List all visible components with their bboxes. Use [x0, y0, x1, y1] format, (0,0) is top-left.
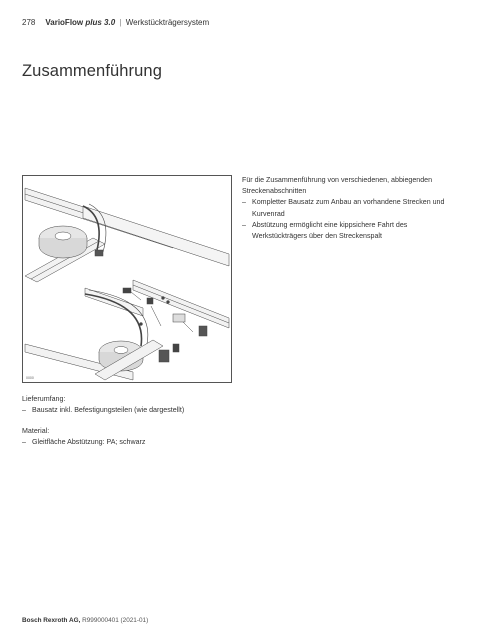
delivery-scope-list: [22, 405, 282, 416]
section-name: Werkstückträgersystem: [125, 18, 210, 27]
material-list: [22, 437, 282, 448]
page-title: Zusammenführung: [22, 62, 162, 80]
description-list: [242, 197, 460, 242]
material-section: [22, 426, 282, 448]
page-number: 278: [22, 18, 36, 27]
page-header: [22, 18, 209, 27]
header-separator: |: [119, 18, 122, 27]
description-text: [242, 175, 460, 242]
delivery-scope-item: – Bausatz inkl. Befestigungsteilen (wie dargestellt): [22, 405, 282, 416]
delivery-scope-section: [22, 394, 282, 416]
technical-drawing-figure: [22, 175, 232, 383]
description-item: – Kompletter Bausatz zum Anbau an vorhandene Strecken und Kurvenrad: [242, 197, 460, 219]
figure-number: 0000: [26, 376, 34, 380]
delivery-scope-label: Lieferumfang:: [22, 395, 66, 403]
description-intro: Für die Zusammenführung von verschiedenen, abbiegenden Streckenabschnitten: [242, 176, 433, 196]
document-number: R999000401 (2021-01): [82, 617, 149, 624]
material-item: – Gleitfläche Abstützung: PA; schwarz: [22, 437, 282, 448]
product-name: VarioFlow plus 3.0: [45, 18, 116, 27]
conveyor-merge-drawing-icon: [23, 176, 231, 382]
material-label: Material:: [22, 427, 50, 435]
page-footer: [22, 617, 148, 624]
company-name: Bosch Rexroth AG,: [22, 617, 81, 624]
description-item: – Abstützung ermöglicht eine kippsichere Fahrt des Werkstückträgers über den Streckenspalt: [242, 220, 460, 242]
